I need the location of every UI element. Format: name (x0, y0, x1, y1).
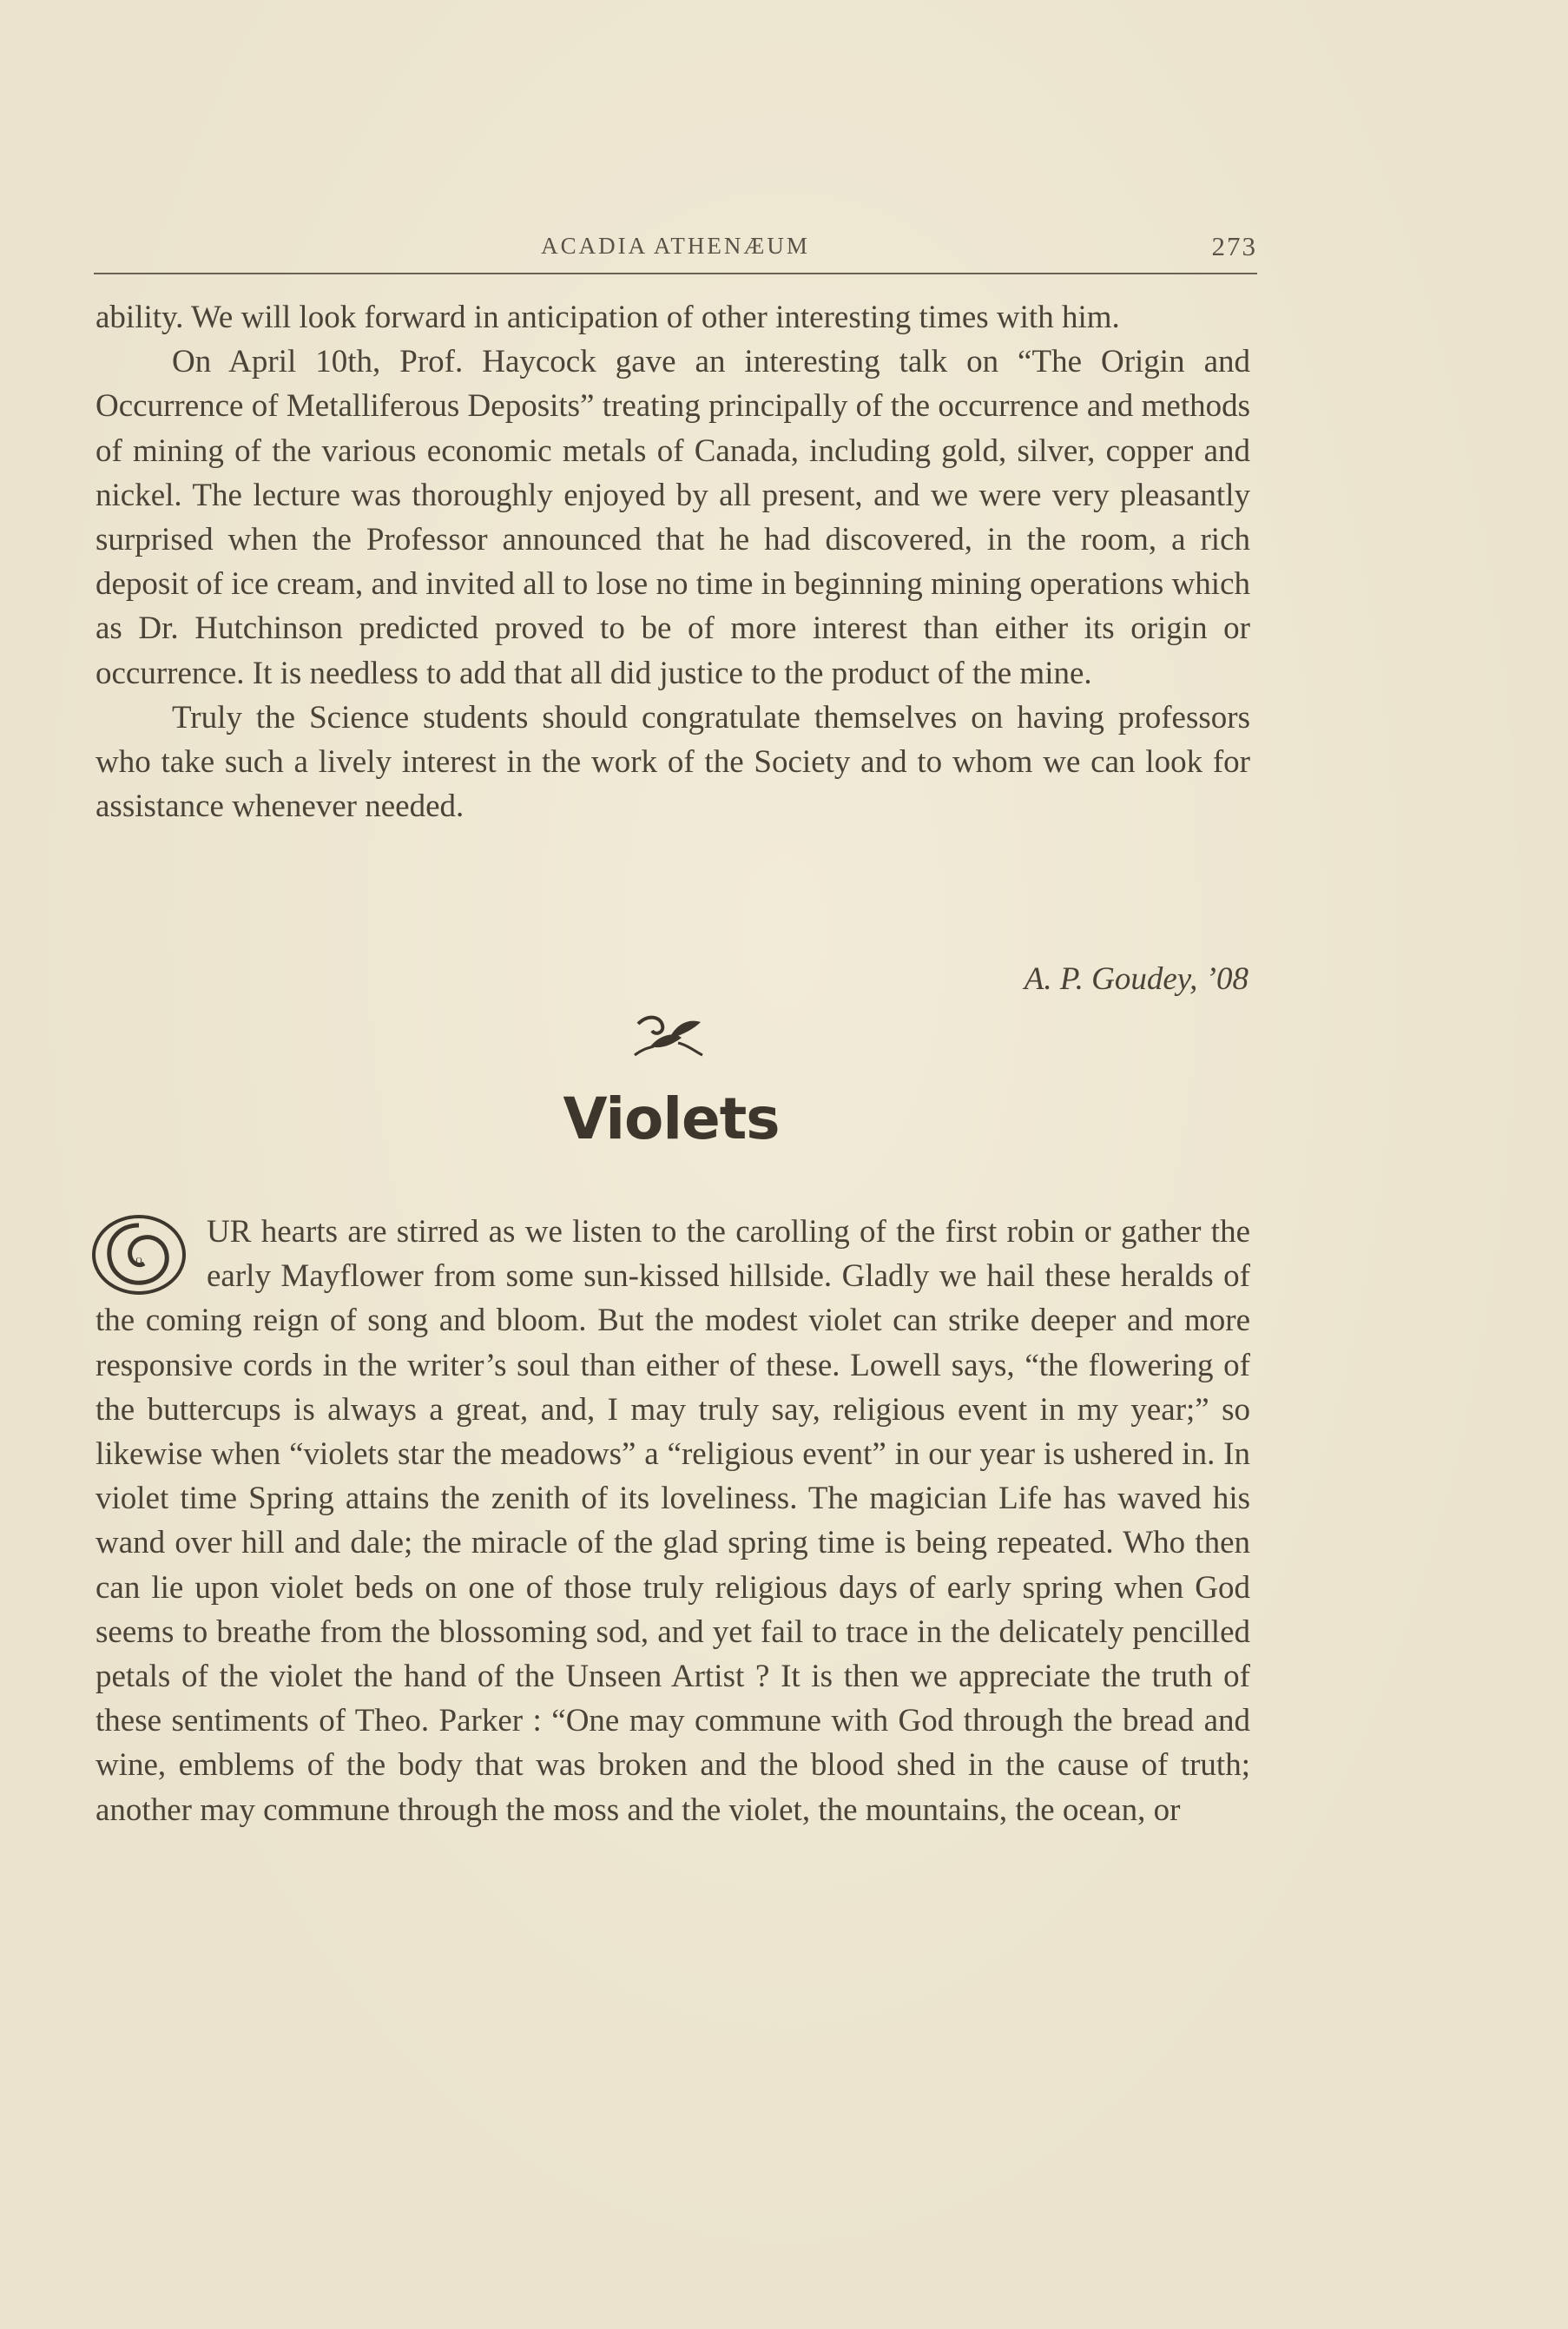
header-rule (94, 273, 1257, 274)
page-number: 273 (1211, 231, 1257, 261)
paragraph: UR hearts are stirred as we listen to the carolling of the first robin or gather the early Mayflower from some sun-kissed hillside. Gladly we hail these heralds of the coming reign of song and bloom. But the modest violet can strike deeper and more responsive cords in the writer’s soul than either of these. Lowell says, “the flowering of the buttercups is always a great, and, I may truly say, religious event in my year;” so likewise when “violets star the meadows” a “religious event” in our year is ushered in. In violet time Spring attains the zenith of its loveliness. The magician Life has waved his wand over hill and dale; the miracle of the glad spring time is being repeated. Who then can lie upon violet beds on one of those truly religious days of early spring when God seems to breathe from the blossoming sod, and yet fail to trace in the delicately pencilled petals of the violet the hand of the Unseen Artist ? It is then we appreciate the truth of these sentiments of Theo. Parker : “One may commune with God through the bread and wine, emblems of the body that was broken and the blood shed in the cause of truth; another may commune through the moss and the violet, the mountains, the ocean, or (96, 1214, 1250, 1828)
leaf-ornament-icon (629, 1012, 708, 1060)
svg-text:O: O (135, 1257, 142, 1266)
paragraph: Truly the Science students should congratulate themselves on having professors who take such a lively interest in the work of the Society and to whom we can look for assistance whenever needed. (96, 699, 1250, 825)
running-head (94, 228, 1257, 271)
ornamental-initial (90, 1211, 188, 1298)
science-society-report (96, 295, 1250, 828)
paragraph: ability. We will look forward in anticipation of other interesting times with him. (96, 300, 1120, 335)
paragraph: On April 10th, Prof. Haycock gave an interesting talk on “The Origin and Occurrence of Metalliferous Deposits” treating principally of the occurrence and methods of mining of the various economic metals of Canada, including gold, silver, copper and nickel. The lecture was thoroughly enjoyed by all present, and we were very pleasantly surprised when the Professor announced that he had discovered, in the room, a rich deposit of ice cream, and invited all to lose no time in beginning mining operations which as Dr. Hutchinson predicted proved to be of more interest than either its origin or occurrence. It is needless to add that all did justice to the product of the mine. (96, 344, 1250, 691)
article-title: Violets (563, 1085, 780, 1152)
violets-article (96, 1210, 1250, 1832)
running-title: ACADIA ATHENÆUM (541, 233, 810, 259)
author-signature: A. P. Goudey, ’08 (1024, 961, 1248, 997)
